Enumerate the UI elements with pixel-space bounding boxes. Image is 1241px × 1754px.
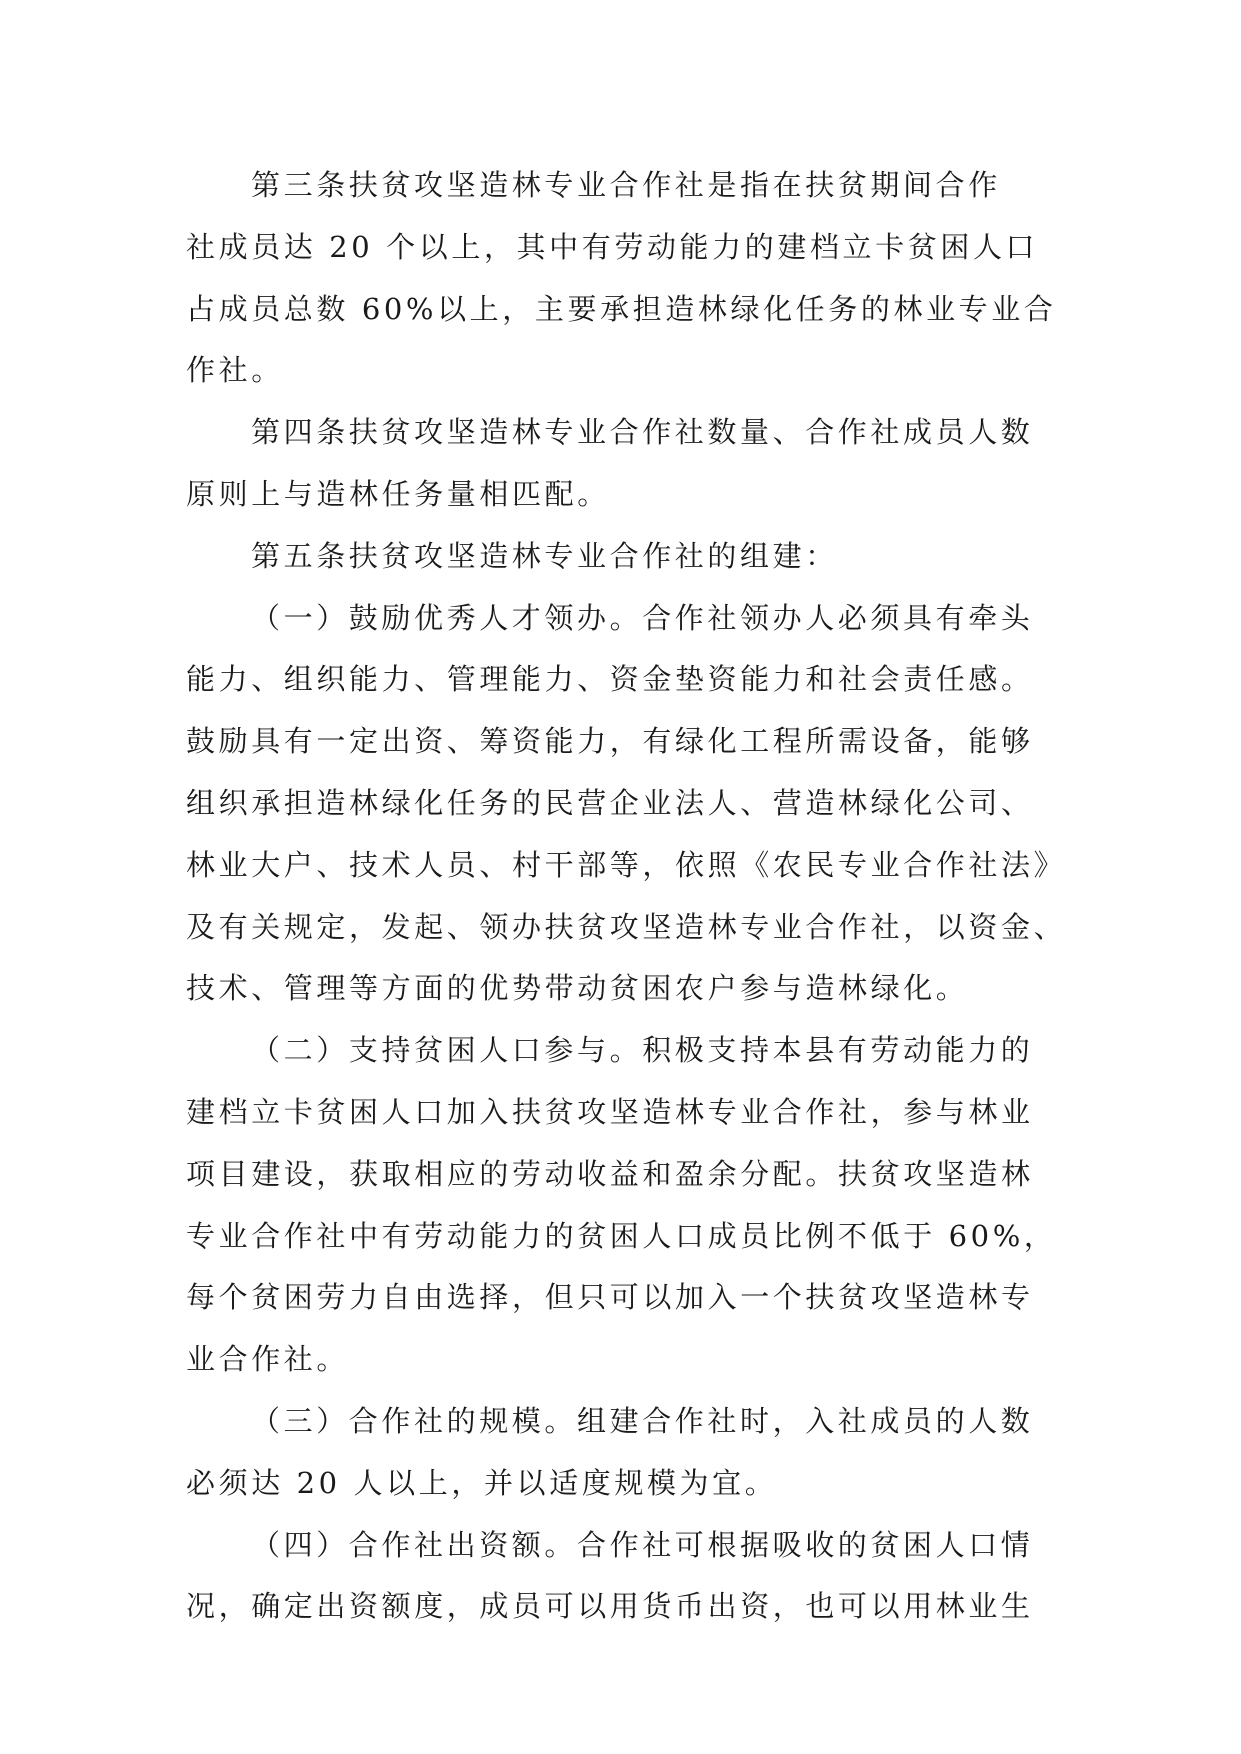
text-line: 社成员达 20 个以上，其中有劳动能力的建档立卡贫困人口 [186,229,1039,264]
text-line: 项目建设，获取相应的劳动收益和盈余分配。扶贫攻坚造林 [186,1156,1034,1191]
text-line: （一）鼓励优秀人才领办。合作社领办人必须具有牵头 [251,600,1034,635]
text-line: 原则上与造林任务量相匹配。 [186,476,610,511]
text-line: 必须达 20 人以上，并以适度规模为宜。 [186,1465,778,1500]
text-line: 及有关规定，发起、领办扶贫攻坚造林专业合作社，以资金、 [186,909,1067,944]
text-line: 每个贫困劳力自由选择，但只可以加入一个扶贫攻坚造林专 [186,1280,1034,1315]
item-1-paragraph [186,588,1067,1021]
text-line: 第三条扶贫攻坚造林专业合作社是指在扶贫期间合作 [251,168,1001,202]
text-line: 作社。 [186,353,284,388]
text-line: （三）合作社的规模。组建合作社时，入社成员的人数 [251,1403,1034,1438]
text-line: 况，确定出资额度，成员可以用货币出资，也可以用林业生 [186,1589,1034,1624]
article-5-heading [186,526,1053,588]
text-line: 第五条扶贫攻坚造林专业合作社的组建： [251,538,838,573]
text-line: 建档立卡贫困人口加入扶贫攻坚造林专业合作社，参与林业 [186,1094,1034,1129]
text-line: 业合作社。 [186,1342,350,1377]
text-line: 专业合作社中有劳动能力的贫困人口成员比例不低于 60%， [186,1218,1057,1253]
text-line: 林业大户、技术人员、村干部等，依照《农民专业合作社法》 [186,847,1067,882]
article-3-paragraph [186,155,1057,402]
document-body [186,155,1067,1638]
item-2-paragraph [186,1020,1057,1391]
text-line: 技术、管理等方面的优势带动贫困农户参与造林绿化。 [186,971,969,1006]
text-line: 能力、组织能力、管理能力、资金垫资能力和社会责任感。 [186,662,1034,697]
text-line: 占成员总数 60%以上，主要承担造林绿化任务的林业专业合 [186,291,1057,326]
item-3-paragraph [186,1391,1053,1515]
article-4-paragraph [186,402,1053,526]
text-line: 组织承担造林绿化任务的民营企业法人、营造林绿化公司、 [186,785,1034,820]
text-line: 第四条扶贫攻坚造林专业合作社数量、合作社成员人数 [251,415,1034,450]
text-line: （二）支持贫困人口参与。积极支持本县有劳动能力的 [251,1033,1034,1068]
text-line: （四）合作社出资额。合作社可根据吸收的贫困人口情 [251,1527,1034,1562]
item-4-paragraph [186,1515,1053,1639]
text-line: 鼓励具有一定出资、筹资能力，有绿化工程所需设备，能够 [186,724,1034,759]
